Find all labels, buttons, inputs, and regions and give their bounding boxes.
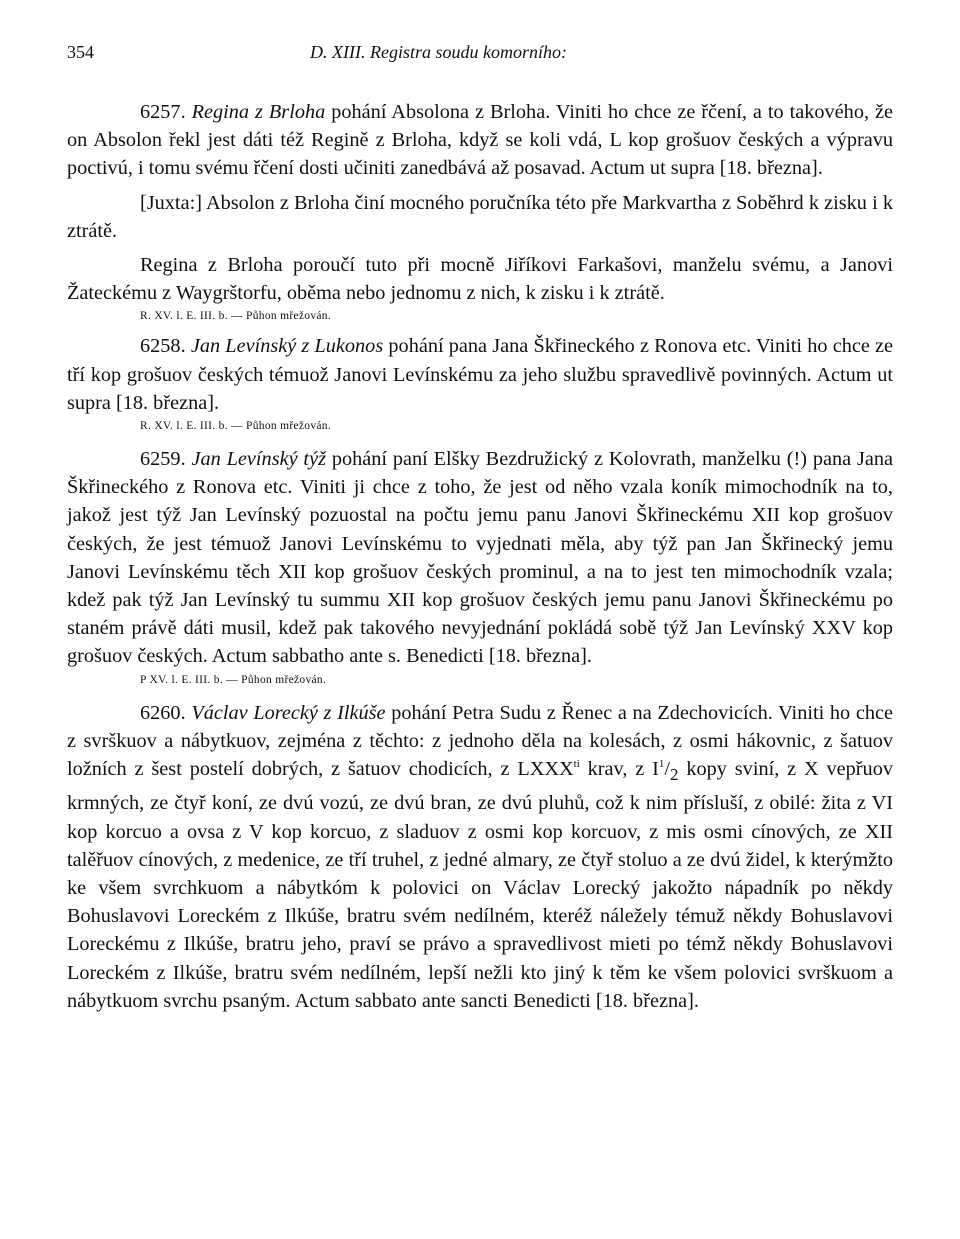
superscript-suffix: ti — [573, 758, 580, 771]
running-header — [67, 42, 893, 72]
page-number: 354 — [67, 42, 94, 62]
entry-number: 6258. — [140, 335, 186, 358]
fraction-numerator: 1 — [658, 758, 665, 771]
entry-text-part: pohání Petra Sudu z Řenec a na Zdechovicích. Viniti ho chce z svrškuov a nábytkuov, zejména z těchto: z jednoho děla na kolesách, z osmi hákovnic, z šatuov ložních z šest postelí dobrých, z šatuov chodicích, z LXXX — [67, 701, 894, 781]
entry-party-name: Regina z Brloha — [191, 101, 326, 123]
entry-6257-paragraph-2: [Juxta:] Absolon z Brloha činí mocného poručníka této pře Markvartha z Soběhrd k zisku i k ztrátě. — [67, 191, 893, 242]
entry-6259 — [67, 445, 893, 671]
fraction-slash: / — [664, 758, 671, 781]
entry-text-part: krav, z I — [579, 758, 659, 781]
entry-text: pohání Absolona z Brloha. Viniti ho chce ze řčení, a to takového, že on Absolon řekl jest dáti též Regině z Brloha, když se koli vdá, L kop grošuov českých a výpravu poctivú, i tomu svému řčení dosti učiniti zanedbává až posavad. Actum ut supra [18. března]. — [67, 101, 894, 180]
entry-number: 6259. — [140, 448, 186, 471]
document-page — [67, 42, 893, 1015]
entry-6258 — [67, 332, 893, 417]
running-title: D. XIII. Registra soudu komorního: — [310, 42, 567, 62]
entry-6257 — [67, 98, 893, 183]
fraction-denominator: 2 — [670, 765, 679, 785]
entry-number: 6257. — [140, 101, 186, 123]
entry-party-name: Jan Levínský týž — [191, 448, 326, 471]
entry-party-name: Václav Lorecký z Ilkúše — [191, 701, 386, 724]
entry-6258-citation: R. XV. l. E. III. b. — Půhon mřežován. — [140, 420, 332, 433]
entry-text-part: kopy sviní, z X vepřuov krmných, ze čtyř koní, ze dvú vozú, ze dvú bran, ze dvú pluhů, což k nim přísluší, z obilé: žita z VI kop korcuo a ovsa z V kop korcuo, z sladuov z osmi kop korcuov, z mis osmi cínových, ze XII talěřuov cínových, z medenice, ze tří truhel, z jedné almary, ze čtyř stoluo a ze dvú židel, k kterýmžto ke všem svrchkuom a nábytkóm k polovici on Václav Lorecký jakožto nápadník po někdy Bohuslavovi Loreckém z Ilkúše, bratru svém nedílném, kteréž náležely témuž někdy Bohuslavovi Loreckému z Ilkúše, bratru jeho, praví se právo a spravedlivost mieti po témž někdy Bohuslavovi Loreckém z Ilkúše, bratru svém nedílném, lepší nežli kto jiný k těm ke všem polovici svrškuom a nábytkuom svrchu psaným. Actum sabbato ante sancti Benedicti [18. března]. — [67, 758, 893, 1012]
entry-6257-paragraph-3: Regina z Brloha poroučí tuto při mocně Jiříkovi Farkašovi, manželu svému, a Janovi Žateckému z Waygrštorfu, oběma nebo jednomu z nich, k zisku i k ztrátě. — [67, 254, 893, 305]
entry-6259-citation: P XV. l. E. III. b. — Půhon mřežován. — [140, 673, 327, 686]
entry-party-name: Jan Levínský z Lukonos — [190, 335, 384, 358]
entry-text: pohání pana Jana Škřineckého z Ronova etc. Viniti ho chce ze tří kop grošuov českých témuož Janovi Levínskému za jeho službu spravedlivě povinných. Actum ut supra [18. března]. — [67, 335, 894, 414]
entry-text: pohání paní Elšky Bezdružický z Kolovrath, manželku (!) pana Jana Škřineckého z Ronova etc. Viniti ji chce z toho, že jest od něho vzala koník mimochodník na to, jakož jest týž Jan Levínský pozuostal na počtu jemu panu Janovi Škřineckému XII kop grošuov českých, že jest témuož Janovi Levínskému to vyjednati měla, aby týž pan Jan Škřinecký jemu Janovi Levínskému těch XII kop grošuov českých prominul, a na to jest ten mimochodník vzala; kdež pak týž Jan Levínský tu summu XII kop grošuov českých jemu panu Janovi Škřineckému po staném právě dáti musil, kdež pak takového nevyjednání pokládá sobě týž Jan Levínský XXV kop grošuov českých. Actum sabbatho ante s. Benedicti [18. března]. — [67, 448, 893, 668]
entry-6260 — [67, 699, 893, 1015]
entry-number: 6260. — [140, 701, 186, 724]
entry-6257-citation: R. XV. l. E. III. b. — Půhon mřežován. — [140, 310, 332, 323]
